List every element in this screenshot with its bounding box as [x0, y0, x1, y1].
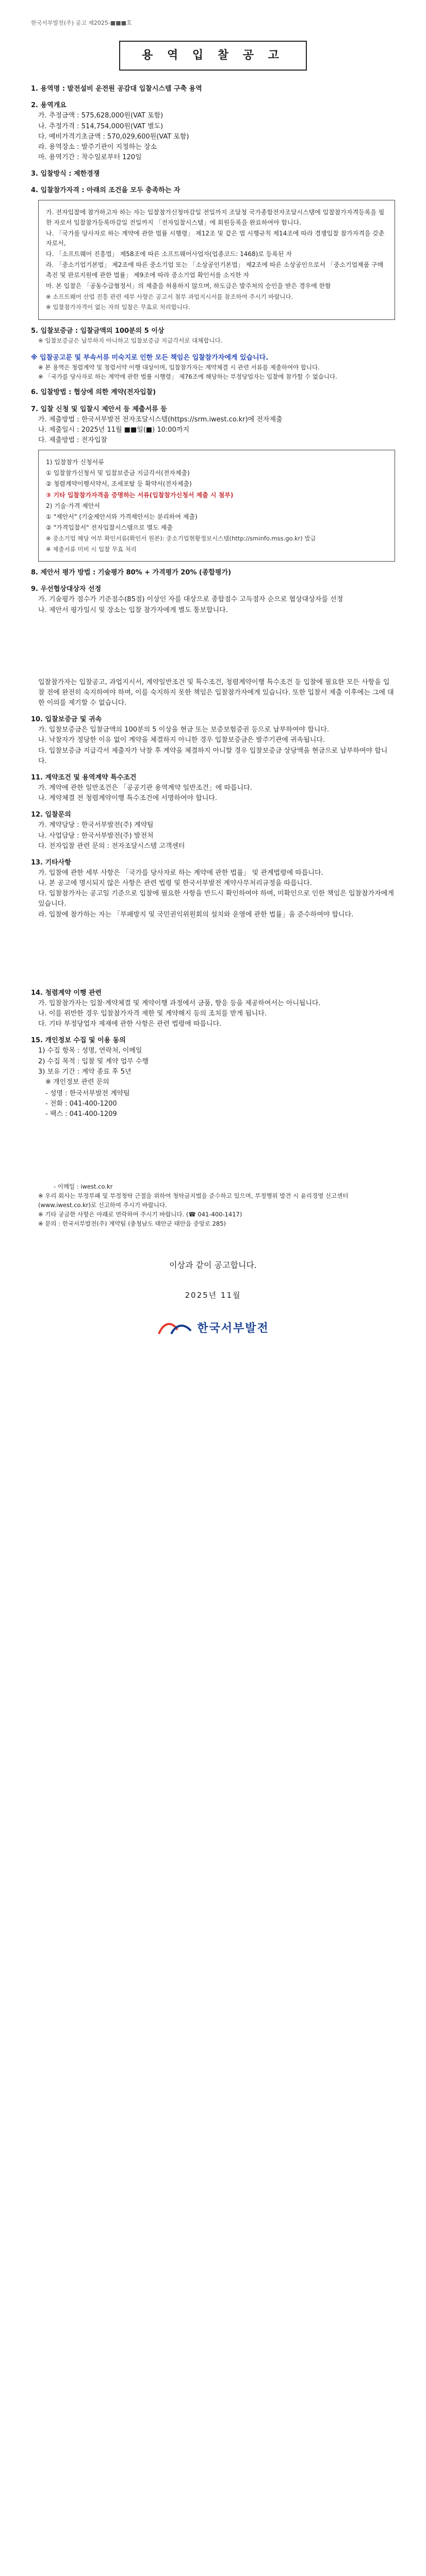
misc-line: 나. 본 공고에 명시되지 않은 사항은 관련 법령 및 한국서부발전 계약사무처리규정을 따릅니다.	[38, 879, 312, 888]
eligibility-item: 나. 「국가를 당사자로 하는 계약에 관한 법률 시행령」 제12조 및 같은 법 시행규칙 제14조에 따라 경쟁입찰 참가자격을 갖춘 자로서,	[46, 229, 385, 247]
announcement-date: 2025년 11월	[185, 1291, 241, 1300]
estimate-price: 나. 추정가격 : 514,754,000원(VAT 별도)	[38, 122, 163, 130]
company-name: 한국서부발전	[197, 1321, 269, 1335]
documents-item: ② "가격입찰서" 전자입찰시스템으로 별도 제출	[46, 524, 173, 532]
estimate-amount: 가. 추정금액 : 575,628,000원(VAT 포함)	[38, 112, 163, 120]
notice-line: ※ 본 용역은 청렴계약 및 청렴서약 이행 대상이며, 입찰참가자는 계약체결 시 관련 서류를 제출하여야 합니다.	[38, 363, 320, 371]
eligibility-box	[38, 200, 395, 319]
section-1-heading: 1. 용역명 : 발전설비 운전원 공감대 입찰시스템 구축 용역	[31, 85, 202, 93]
submit-date: 나. 제출일시 : 2025년 11월 ■■일(■) 10:00까지	[38, 426, 189, 434]
misc-line: 라. 입찰에 참가하는 자는 「부패방지 및 국민권익위원회의 설치와 운영에 관한 법률」을 준수하여야 합니다.	[38, 910, 354, 919]
section-15-heading: 15. 개인정보 수집 및 이용 동의	[31, 1037, 126, 1045]
final-note: ※ 기타 궁금한 사항은 아래로 연락하여 주시기 바랍니다. (☎ 041-400-1417)	[38, 1210, 242, 1218]
notice-line: ※ 「국가를 당사자로 하는 계약에 관한 법률 시행령」 제76조에 해당하는 부정당업자는 입찰에 참가할 수 없습니다.	[38, 372, 337, 380]
section-2-heading: 2. 용역개요	[31, 101, 67, 110]
inquiry-line: 가. 계약담당 : 한국서부발전(주) 계약팀	[38, 821, 154, 829]
section-14-heading: 14. 청렴계약 이행 관련	[31, 989, 102, 997]
integrity-line: 다. 기타 부정당업자 제재에 관한 사항은 관련 법령에 따릅니다.	[38, 1020, 222, 1028]
bond-line: 나. 낙찰자가 정당한 이유 없이 계약을 체결하지 아니한 경우 입찰보증금은 발주기관에 귀속됩니다.	[38, 736, 325, 744]
bidder-notice-paragraph: 입찰참가자는 입찰공고, 과업지시서, 계약일반조건 및 특수조건, 청렴계약이행 특수조건 등 입찰에 필요한 모든 사항을 입찰 전에 완전히 숙지하여야 하며, 이를 숙지하지 못한 책임은 입찰참가자에게 있습니다. 또한 입찰서 제출 이후에는 그에 대한 이의를 제기할 수 없습니다.	[38, 678, 394, 707]
eligibility-item: 다. 「소프트웨어 진흥법」 제58조에 따른 소프트웨어사업자(업종코드: 1468)로 등록된 자	[46, 250, 292, 258]
documents-item-highlight: ③ 기타 입찰참가자격을 증명하는 서류(입찰참가신청서 제출 시 첨부)	[46, 491, 234, 499]
final-note: ※ 우리 회사는 부정부패 및 부정청탁 근절을 위하여 청탁금지법을 준수하고 있으며, 부정행위 발견 시 윤리경영 신고센터(www.iwest.co.kr)로 신고하여 주시기 바랍니다.	[38, 1192, 349, 1209]
privacy-line: 3) 보유 기간 : 계약 종료 후 5년	[38, 1067, 132, 1076]
bond-line: 다. 입찰보증금 지급각서 제출자가 낙찰 후 계약을 체결하지 아니할 경우 입찰보증금 상당액을 현금으로 납부하여야 합니다.	[38, 747, 388, 765]
submit-method: 가. 제출방법 : 한국서부발전 전자조달시스템(https://srm.iwest.co.kr)에 전자제출	[38, 415, 283, 423]
submit-type: 다. 제출방법 : 전자입찰	[38, 436, 107, 444]
documents-item: ① 입찰참가신청서 및 입찰보증금 지급각서(전자제출)	[46, 469, 190, 477]
section-10-heading: 10. 입찰보증금 및 귀속	[31, 716, 102, 724]
section-3-heading: 3. 입찰방식 : 제한경쟁	[31, 170, 100, 178]
bond-line: 가. 입찰보증금은 입찰금액의 100분의 5 이상을 현금 또는 보증보험증권 등으로 납부하여야 합니다.	[38, 726, 330, 734]
privacy-contact: - 팩스 : 041-400-1209	[45, 1109, 395, 1120]
document-title: 용 역 입 찰 공 고	[119, 41, 307, 71]
misc-line: 가. 입찰에 관한 세부 사항은 「국가를 당사자로 하는 계약에 관한 법률」 및 관계법령에 따릅니다.	[38, 869, 323, 877]
selection-line: 나. 제안서 평가일시 및 장소는 입찰 참가자에게 별도 통보합니다.	[38, 606, 228, 614]
privacy-contact-label: ※ 개인정보 관련 문의	[45, 1078, 109, 1086]
section-4-heading: 4. 입찰참가자격 : 아래의 조건을 모두 충족하는 자	[31, 187, 181, 195]
section-12-heading: 12. 입찰문의	[31, 811, 71, 819]
integrity-line: 나. 이를 위반한 경우 입찰참가자격 제한 및 계약해지 등의 조치를 받게 됩니다.	[38, 1010, 267, 1018]
documents-note: ※ 제출서류 미비 시 입찰 무효 처리	[46, 545, 137, 553]
documents-item: ② 청렴계약이행서약서, 조세포탈 등 확약서(전자제출)	[46, 480, 192, 488]
documents-note: ※ 중소기업 해당 여부 확인서류(확인서 원본): 중소기업현황정보시스템(http://sminfo.mss.go.kr) 발급	[46, 535, 316, 543]
section-8-heading: 8. 제안서 평가 방법 : 기술평가 80% + 가격평가 20% (종합평가)	[31, 569, 232, 577]
documents-item: ① "제안서" (기술제안서와 가격제안서는 분리하여 제출)	[46, 513, 198, 521]
section-5-heading: 5. 입찰보증금 : 입찰금액의 100분의 5 이상	[31, 327, 165, 335]
contract-line: 나. 계약체결 전 청렴계약이행 특수조건에 서명하여야 합니다.	[38, 794, 218, 803]
documents-item: 2) 기술·가격 제안서	[46, 502, 100, 510]
section-13-heading: 13. 기타사항	[31, 858, 71, 867]
privacy-contact: - 성명 : 한국서부발전 계약팀	[45, 1089, 395, 1099]
section-6-heading: 6. 입찰방법 : 협상에 의한 계약(전자입찰)	[31, 388, 156, 397]
closing-statement: 이상과 같이 공고합니다.	[169, 1260, 257, 1270]
integrity-line: 가. 입찰참가자는 입찰·계약체결 및 계약이행 과정에서 금품, 향응 등을 제공하여서는 아니됩니다.	[38, 999, 321, 1007]
inquiry-line: 다. 전자입찰 관련 문의 : 전자조달시스템 고객센터	[38, 842, 185, 850]
misc-line: 다. 입찰참가자는 공고일 기준으로 입찰에 필요한 사항을 반드시 확인하여야 하며, 미확인으로 인한 책임은 입찰참가자에게 있습니다.	[38, 890, 394, 908]
final-note: ※ 문의 : 한국서부발전(주) 계약팀 (충청남도 태안군 태안읍 중앙로 285)	[38, 1219, 226, 1227]
section-9-heading: 9. 우선협상대상자 선정	[31, 585, 102, 594]
section-11-heading: 11. 계약조건 및 용역계약 특수조건	[31, 773, 137, 782]
contract-line: 가. 계약에 관한 일반조건은 「공공기관 용역계약 일반조건」에 따릅니다.	[38, 784, 252, 792]
privacy-contact-list	[31, 1089, 395, 1120]
document-header: 한국서부발전(주) 공고 제2025-■■■호	[31, 20, 132, 26]
eligibility-item: 가. 전자입찰에 참가하고자 하는 자는 입찰참가신청마감일 전일까지 조달청 국가종합전자조달시스템에 입찰참가자격등록을 필한 자로서 입찰참가등록마감일 전일까지 「전자입찰시스템」에 회원등록을 완료하여야 합니다.	[46, 209, 385, 226]
privacy-line: 1) 수집 항목 : 성명, 연락처, 이메일	[38, 1047, 142, 1055]
documents-box	[38, 450, 395, 562]
footer-logo	[31, 1319, 395, 1340]
eligibility-item: 라. 「중소기업기본법」 제2조에 따른 중소기업 또는 「소상공인기본법」 제2조에 따른 소상공인으로서 「중소기업제품 구매촉진 및 판로지원에 관한 법률」 제9조에 따라 중소기업 확인서를 소지한 자	[46, 261, 384, 279]
eligibility-note: ※ 소프트웨어 산업 진흥 관련 세부 사항은 공고서 첨부 과업지시서를 참조하여 주시기 바랍니다.	[46, 293, 293, 300]
inquiry-line: 나. 사업담당 : 한국서부발전(주) 발전처	[38, 832, 154, 840]
eligibility-note: ※ 입찰참가자격이 없는 자의 입찰은 무효로 처리합니다.	[46, 303, 190, 311]
base-amount: 다. 예비가격기초금액 : 570,029,600원(VAT 포함)	[38, 132, 189, 141]
eligibility-item: 마. 본 입찰은 「공동수급협정서」의 제출을 허용하지 않으며, 하도급은 발주처의 승인을 받은 경우에 한함	[46, 282, 331, 290]
bond-note: ※ 입찰보증금은 납부하지 아니하고 입찰보증금 지급각서로 대체합니다.	[38, 336, 223, 344]
service-location: 라. 용역장소 : 발주기관이 지정하는 장소	[38, 143, 157, 151]
email-line: - 이메일 : iwest.co.kr	[54, 1183, 113, 1191]
documents-item: 1) 입찰참가 신청서류	[46, 459, 104, 466]
kwp-logo-icon	[157, 1320, 193, 1336]
selection-line: 가. 기술평가 점수가 기준점수(85점) 이상인 자를 대상으로 종합점수 고득점자 순으로 협상대상자를 선정	[38, 596, 343, 604]
privacy-line: 2) 수집 목적 : 입찰 및 계약 업무 수행	[38, 1057, 149, 1065]
privacy-contact: - 전화 : 041-400-1200	[45, 1099, 395, 1109]
section-7-heading: 7. 입찰 신청 및 입찰시 제안서 등 제출서류 등	[31, 405, 167, 413]
service-period: 마. 용역기간 : 착수일로부터 120일	[38, 153, 142, 161]
notice-warning: ※ 입찰공고문 및 부속서류 미숙지로 인한 모든 책임은 입찰참가자에게 있습니다.	[31, 353, 269, 362]
